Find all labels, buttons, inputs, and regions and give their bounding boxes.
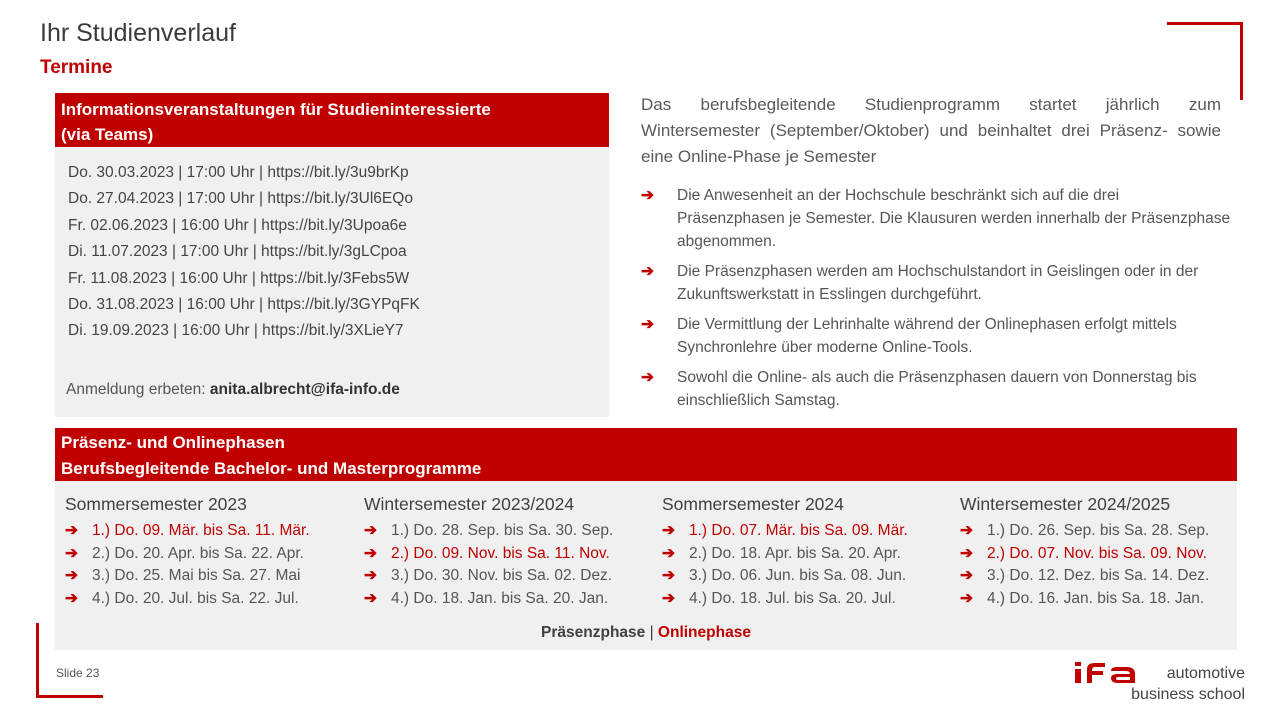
semester-dates (662, 520, 962, 610)
bullet-text: Die Präsenzphasen werden am Hochschulstandort in Geislingen oder in der Zukunftswerkstatt in Esslingen durchgeführt. (677, 263, 1199, 303)
phase-legend (55, 624, 1237, 642)
date-item (65, 565, 365, 588)
bullet-item (641, 313, 1231, 359)
right-arrow-icon: ➔ (641, 187, 654, 204)
semester-column (960, 494, 1230, 610)
legend-online: Onlinephase (657, 624, 751, 641)
slide-number: Slide 23 (56, 666, 100, 680)
semester-column (364, 494, 664, 610)
date-item (960, 588, 1230, 611)
page-subtitle: Termine (40, 57, 113, 78)
date-text: 3.) Do. 12. Dez. bis Sa. 14. Dez. (987, 567, 1210, 584)
corner-decoration-bottom-left-horizontal (36, 695, 103, 698)
date-text: 4.) Do. 18. Jan. bis Sa. 20. Jan. (391, 589, 609, 607)
right-arrow-icon: ➔ (65, 589, 78, 607)
date-item (960, 520, 1230, 543)
right-arrow-icon: ➔ (960, 589, 973, 607)
date-item (960, 565, 1230, 588)
date-item (960, 543, 1230, 566)
right-arrow-icon: ➔ (65, 522, 78, 539)
date-text: 2.) Do. 20. Apr. bis Sa. 22. Apr. (92, 544, 304, 562)
event-item: Fr. 02.06.2023 | 16:00 Uhr | https://bit.ly/3Upoa6e (68, 216, 407, 234)
semester-dates (65, 520, 365, 610)
semester-title: Sommersemester 2023 (65, 494, 247, 514)
event-item: Di. 11.07.2023 | 17:00 Uhr | https://bit.ly/3gLCpoa (68, 243, 407, 261)
right-arrow-icon: ➔ (662, 589, 675, 607)
bullet-text: Sowohl die Online- als auch die Präsenzphasen dauern von Donnerstag bis einschließlich Samstag. (677, 369, 1197, 409)
logo-text-business-school: business school (1131, 686, 1245, 703)
date-text: 2.) Do. 18. Apr. bis Sa. 20. Apr. (689, 544, 901, 562)
right-arrow-icon: ➔ (364, 522, 377, 539)
date-text: 3.) Do. 06. Jun. bis Sa. 08. Jun. (689, 567, 907, 584)
legend-presence: Präsenzphase (541, 624, 646, 641)
logo-text-automotive: automotive (1166, 665, 1245, 682)
right-arrow-icon: ➔ (641, 263, 654, 280)
intro-text: Das berufsbegleitende Studienprogramm startet jährlich zum Wintersemester (September/Oktober) und beinhaltet drei Präsenz- sowie eine Online-Phase je Semester (641, 95, 1221, 166)
date-item (364, 565, 664, 588)
event-item: Do. 31.08.2023 | 16:00 Uhr | https://bit.ly/3GYPqFK (68, 296, 420, 314)
corner-decoration-top-right (1167, 22, 1243, 25)
right-arrow-icon: ➔ (662, 544, 675, 562)
date-text: 1.) Do. 28. Sep. bis Sa. 30. Sep. (391, 522, 614, 539)
date-item (662, 588, 962, 611)
date-item (364, 543, 664, 566)
right-arrow-icon: ➔ (641, 316, 654, 333)
registration-email: anita.albrecht@ifa-info.de (209, 381, 400, 398)
semester-title: Wintersemester 2024/2025 (960, 494, 1171, 514)
phases-header-line2: Berufsbegleitende Bachelor- und Masterprogramme (61, 459, 482, 478)
date-item (662, 543, 962, 566)
info-events-header (55, 93, 609, 147)
info-bullet-list (641, 184, 1231, 419)
event-item: Do. 27.04.2023 | 17:00 Uhr | https://bit.ly/3Ul6EQo (68, 190, 413, 208)
info-header-line2: (via Teams) (61, 125, 154, 144)
right-arrow-icon: ➔ (65, 567, 78, 584)
phases-panel (55, 428, 1237, 650)
semester-title: Wintersemester 2023/2024 (364, 494, 575, 514)
date-item (65, 588, 365, 611)
date-text: 1.) Do. 26. Sep. bis Sa. 28. Sep. (987, 522, 1210, 539)
date-item (65, 543, 365, 566)
page-title: Ihr Studienverlauf (40, 19, 236, 47)
date-text: 3.) Do. 25. Mai bis Sa. 27. Mai (92, 567, 301, 584)
phases-header (55, 428, 1237, 481)
bullet-item (641, 366, 1231, 412)
date-text: 4.) Do. 16. Jan. bis Sa. 18. Jan. (987, 589, 1205, 607)
corner-decoration-bottom-left (36, 623, 39, 698)
semester-dates (364, 520, 664, 610)
date-item (662, 520, 962, 543)
right-arrow-icon: ➔ (960, 522, 973, 539)
date-text: 3.) Do. 30. Nov. bis Sa. 02. Dez. (391, 567, 613, 584)
right-arrow-icon: ➔ (364, 589, 377, 607)
info-events-panel (55, 93, 609, 417)
date-text: 2.) Do. 07. Nov. bis Sa. 09. Nov. (987, 544, 1207, 562)
date-item (364, 588, 664, 611)
bullet-item (641, 260, 1231, 306)
event-item: Di. 19.09.2023 | 16:00 Uhr | https://bit.ly/3XLieY7 (68, 322, 404, 340)
registration-label: Anmeldung erbeten: (66, 381, 210, 398)
right-arrow-icon: ➔ (662, 522, 675, 539)
bullet-text: Die Vermittlung der Lehrinhalte während der Onlinephasen erfolgt mittels Synchronlehre über moderne Online-Tools. (677, 316, 1177, 356)
event-list (55, 147, 609, 345)
date-item (65, 520, 365, 543)
right-arrow-icon: ➔ (960, 567, 973, 584)
date-item (364, 520, 664, 543)
semester-column (662, 494, 962, 610)
ifa-logo (1075, 662, 1140, 684)
bullet-item (641, 184, 1231, 253)
event-item: Fr. 11.08.2023 | 16:00 Uhr | https://bit.ly/3Febs5W (68, 269, 410, 287)
legend-separator: | (645, 624, 658, 641)
event-item: Do. 30.03.2023 | 17:00 Uhr | https://bit.ly/3u9brKp (68, 164, 409, 181)
info-header-line1: Informationsveranstaltungen für Studieninteressierte (61, 100, 491, 119)
phases-header-line1: Präsenz- und Onlinephasen (61, 433, 285, 452)
date-item (662, 565, 962, 588)
right-arrow-icon: ➔ (364, 544, 377, 562)
date-text: 2.) Do. 09. Nov. bis Sa. 11. Nov. (391, 544, 610, 562)
date-text: 4.) Do. 20. Jul. bis Sa. 22. Jul. (92, 589, 299, 607)
semester-title: Sommersemester 2024 (662, 494, 844, 514)
bullet-text: Die Anwesenheit an der Hochschule beschränkt sich auf die drei Präsenzphasen je Semester. Die Klausuren werden innerhalb der Präsenzphase abgenommen. (677, 187, 1231, 250)
right-arrow-icon: ➔ (65, 544, 78, 562)
right-arrow-icon: ➔ (960, 544, 973, 562)
date-text: 1.) Do. 09. Mär. bis Sa. 11. Mär. (92, 522, 310, 539)
date-text: 1.) Do. 07. Mär. bis Sa. 09. Mär. (689, 522, 908, 539)
corner-decoration-top-right-vertical (1240, 22, 1243, 100)
right-arrow-icon: ➔ (641, 369, 654, 386)
date-text: 4.) Do. 18. Jul. bis Sa. 20. Jul. (689, 589, 896, 607)
right-arrow-icon: ➔ (364, 567, 377, 584)
right-arrow-icon: ➔ (662, 567, 675, 584)
semester-dates (960, 520, 1230, 610)
registration-note (66, 381, 400, 399)
semester-column (65, 494, 365, 610)
